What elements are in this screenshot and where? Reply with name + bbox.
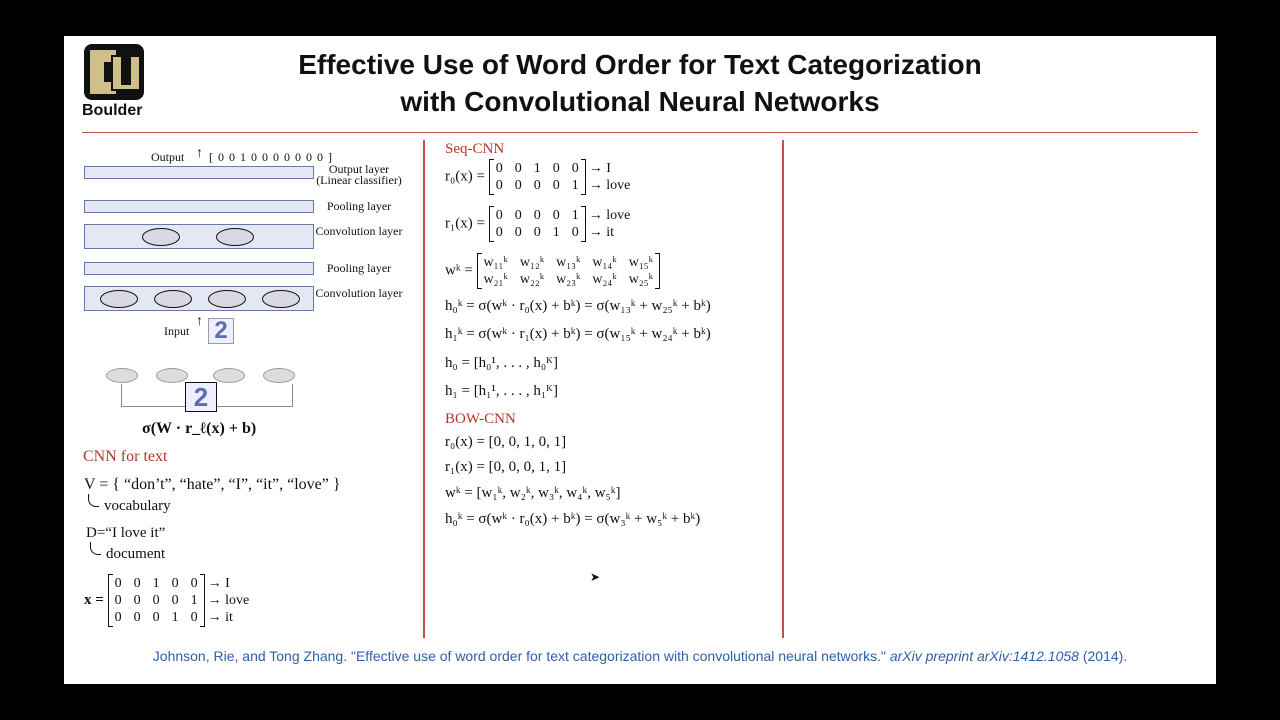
bow-cnn-heading: BOW-CNN — [445, 411, 516, 427]
matrix-cell: 1 — [190, 593, 198, 608]
x-matrix — [108, 574, 250, 627]
matrix-cell: 0 — [495, 178, 503, 193]
r0-equation — [445, 159, 630, 195]
matrix-cell: 0 — [190, 610, 198, 625]
h1-equation: h₁ᵏ = σ(wᵏ · r₁(x) + bᵏ) = σ(w₁₅ᵏ + w₂₄ᵏ + bᵏ) — [445, 326, 711, 342]
x-label: x = — [84, 591, 104, 608]
matrix-cell: 0 — [133, 610, 141, 625]
matrix-cell: 0 — [171, 576, 179, 591]
layer-label: Output layer (Linear classifier) — [316, 162, 402, 187]
h1-vector: h₁ = [h₁¹, . . . , h₁ᴷ] — [445, 383, 559, 399]
mouse-cursor-icon: ➤ — [590, 570, 601, 584]
matrix-cell: 0 — [571, 161, 579, 176]
vocabulary-equation: V = { “don’t”, “hate”, “I”, “it”, “love” } — [84, 476, 341, 493]
matrix-cell: 0 — [552, 208, 560, 223]
x-matrix-equation — [84, 574, 249, 627]
citation-year: (2014). — [1078, 648, 1128, 664]
citation[interactable] — [64, 648, 1216, 664]
title-line-2: with Convolutional Neural Networks — [400, 86, 880, 117]
matrix-cell: 0 — [514, 161, 522, 176]
matrix-cell: 0 — [514, 208, 522, 223]
h0-equation: h₀ᵏ = σ(wᵏ · r₀(x) + bᵏ) = σ(w₁₃ᵏ + w₂₅ᵏ + bᵏ) — [445, 298, 711, 314]
bow-r1-equation: r₁(x) = [0, 0, 0, 1, 1] — [445, 459, 567, 475]
row-word: → I — [207, 576, 230, 591]
pooling-layer — [84, 262, 314, 275]
row-word: → love — [588, 208, 631, 223]
receptive-field-image: 2 — [185, 382, 217, 412]
layer-label: Convolution layer — [315, 286, 403, 300]
matrix-cell: 0 — [114, 576, 122, 591]
matrix-cell: 0 — [114, 610, 122, 625]
h0-vector: h₀ = [h₀¹, . . . , h₀ᴷ] — [445, 355, 559, 371]
layer-label: Pooling layer — [326, 261, 392, 275]
matrix-cell: 0 — [533, 208, 541, 223]
matrix-cell: 0 — [133, 593, 141, 608]
row-word: → it — [207, 610, 233, 625]
citation-authors: Johnson, Rie, and Tong Zhang. "Effective use of word order for text categorization with convolutional neural networks." — [152, 648, 890, 664]
matrix-cell: 0 — [533, 225, 541, 240]
matrix-cell: 0 — [133, 576, 141, 591]
matrix-cell: w₂₁ᵏ — [483, 272, 508, 287]
matrix-cell: w₁₁ᵏ — [483, 255, 508, 270]
pooling-layer — [84, 200, 314, 213]
matrix-cell: 0 — [514, 225, 522, 240]
slide — [64, 36, 1216, 684]
cu-logo-icon — [82, 42, 146, 104]
matrix-cell: 0 — [571, 225, 579, 240]
input-label: Input — [164, 324, 190, 338]
matrix-cell: 1 — [152, 576, 160, 591]
matrix-cell: w₁₅ᵏ — [628, 255, 654, 270]
w-equation — [445, 253, 660, 289]
output-vector: [ 0 0 1 0 0 0 0 0 0 0 ] — [209, 150, 333, 164]
matrix-cell: 0 — [171, 593, 179, 608]
matrix-cell: 0 — [190, 576, 198, 591]
matrix-cell: 0 — [552, 178, 560, 193]
matrix-cell: w₂₅ᵏ — [628, 272, 654, 287]
matrix-cell: 1 — [571, 178, 579, 193]
matrix-cell: w₂₃ᵏ — [556, 272, 581, 287]
bow-h0-equation: h₀ᵏ = σ(wᵏ · r₀(x) + bᵏ) = σ(w₃ᵏ + w₅ᵏ + bᵏ) — [445, 511, 701, 527]
r0-matrix — [489, 159, 631, 195]
logo-text: Boulder — [82, 102, 143, 119]
matrix-cell: 1 — [552, 225, 560, 240]
w-matrix — [477, 253, 660, 289]
matrix-cell: 1 — [571, 208, 579, 223]
document-note: document — [106, 546, 166, 562]
matrix-cell: w₁₃ᵏ — [556, 255, 581, 270]
row-word: → it — [588, 225, 614, 240]
column-divider — [782, 140, 784, 638]
document-equation: D=“I love it” — [86, 525, 166, 541]
seq-cnn-heading: Seq-CNN — [445, 141, 505, 157]
r1-equation — [445, 206, 630, 242]
matrix-cell: w₁₂ᵏ — [519, 255, 545, 270]
matrix-cell: 0 — [495, 161, 503, 176]
matrix-cell: 0 — [152, 610, 160, 625]
r0-label: r₀(x) = — [445, 168, 485, 185]
citation-venue: arXiv preprint arXiv:1412.1058 — [889, 648, 1079, 664]
output-label: Output — [151, 150, 185, 164]
cnn-diagram: Output ↑ [ 0 0 1 0 0 0 0 0 0 0 ] Output layer (Linear classifier) Pooling layer Convolution layer Pooling layer Convolution layer Input ↑ 2 2 σ(W · r_ℓ(x) + b) — [64, 144, 424, 444]
matrix-cell: 1 — [171, 610, 179, 625]
row-word: → I — [588, 161, 611, 176]
conv-formula: σ(W · r_ℓ(x) + b) — [142, 420, 257, 437]
convolution-layer — [84, 224, 314, 249]
r1-label: r₁(x) = — [445, 215, 485, 232]
bow-w-equation: wᵏ = [w₁ᵏ, w₂ᵏ, w₃ᵏ, w₄ᵏ, w₅ᵏ] — [445, 485, 621, 501]
input-digit-image: 2 — [208, 318, 234, 344]
matrix-cell: 0 — [495, 225, 503, 240]
layer-label: Pooling layer — [326, 199, 392, 213]
matrix-cell: 0 — [514, 178, 522, 193]
matrix-cell: w₁₄ᵏ — [592, 255, 617, 270]
row-word: → love — [588, 178, 631, 193]
row-word: → love — [207, 593, 250, 608]
matrix-cell: w₂₂ᵏ — [519, 272, 545, 287]
vocabulary-note: vocabulary — [104, 498, 171, 514]
header-divider — [82, 132, 1198, 133]
matrix-cell: 0 — [114, 593, 122, 608]
matrix-cell: 0 — [533, 178, 541, 193]
w-label: wᵏ = — [445, 262, 473, 279]
title-line-1: Effective Use of Word Order for Text Categorization — [298, 49, 982, 80]
cnn-for-text-heading: CNN for text — [83, 448, 168, 465]
layer-label: Convolution layer — [315, 224, 403, 238]
r1-matrix — [489, 206, 631, 242]
output-layer — [84, 166, 314, 179]
page-title — [214, 46, 1066, 120]
matrix-cell: 0 — [152, 593, 160, 608]
matrix-cell: w₂₄ᵏ — [592, 272, 617, 287]
bow-r0-equation: r₀(x) = [0, 0, 1, 0, 1] — [445, 434, 567, 450]
matrix-cell: 0 — [495, 208, 503, 223]
matrix-cell: 0 — [552, 161, 560, 176]
matrix-cell: 1 — [533, 161, 541, 176]
